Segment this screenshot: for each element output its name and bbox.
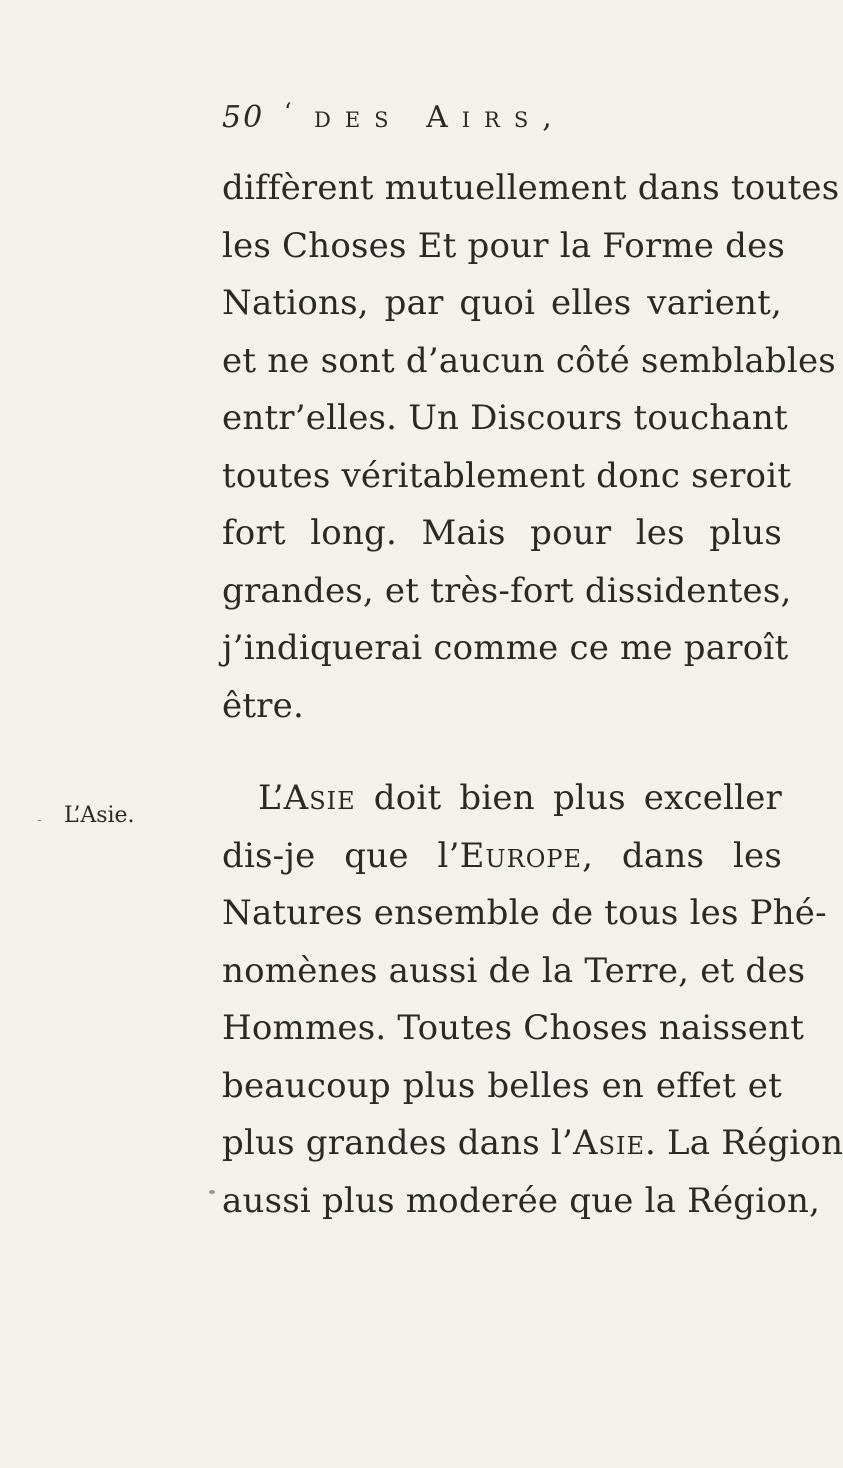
text-line: grandes, et très-fort dissidentes, — [222, 570, 792, 611]
place-name: Asie — [283, 778, 356, 818]
text-line: beaucoup plus belles en effet et — [222, 1065, 782, 1106]
page-number: 50 — [222, 100, 265, 135]
ink-speck — [209, 1190, 215, 1194]
running-head-mark: ‘ — [284, 98, 292, 126]
margin-smudge: ‐ — [37, 812, 42, 828]
text-line: Hommes. Toutes Choses naissent — [222, 1008, 805, 1048]
text-run: . La Région — [645, 1123, 843, 1163]
text-line: fort long. Mais pour les plus — [222, 513, 782, 553]
running-head — [222, 92, 722, 144]
margin-note: L’Asie. — [64, 803, 135, 828]
place-name: Asie — [573, 1123, 645, 1163]
text-line: être. — [222, 685, 304, 726]
paragraph-gap — [222, 735, 782, 770]
place-name: Europe — [459, 835, 583, 876]
text-line: j’indiquerai comme ce me paroît — [222, 628, 789, 668]
text-line: Natures ensemble de tous les Phé- — [222, 893, 827, 933]
text-line — [222, 1115, 843, 1173]
text-line: diffèrent mutuellement dans toutes — [222, 168, 840, 208]
text-line — [222, 828, 782, 886]
text-run: L’ — [258, 778, 284, 818]
text-line: nomènes aussi de la Terre, et des — [222, 950, 806, 991]
body-text — [222, 160, 843, 1230]
text-line: entr’elles. Un Discours touchant — [222, 398, 788, 438]
text-line — [222, 770, 782, 828]
text-run: dis-je que l’ — [222, 835, 460, 876]
text-line: les Choses Et pour la Forme des — [222, 225, 786, 266]
text-line: et ne sont d’aucun côté semblables — [222, 340, 836, 381]
text-run: plus grandes dans l’ — [222, 1123, 573, 1163]
text-line: toutes véritablement donc seroit — [222, 455, 792, 496]
text-run: doit bien plus exceller — [355, 778, 782, 818]
text-line: aussi plus moderée que la Région, — [222, 1180, 821, 1221]
running-head-title: des Airs, — [314, 100, 566, 135]
text-line: Nations, par quoi elles varient, — [222, 283, 782, 323]
text-run: , dans les — [582, 835, 783, 876]
